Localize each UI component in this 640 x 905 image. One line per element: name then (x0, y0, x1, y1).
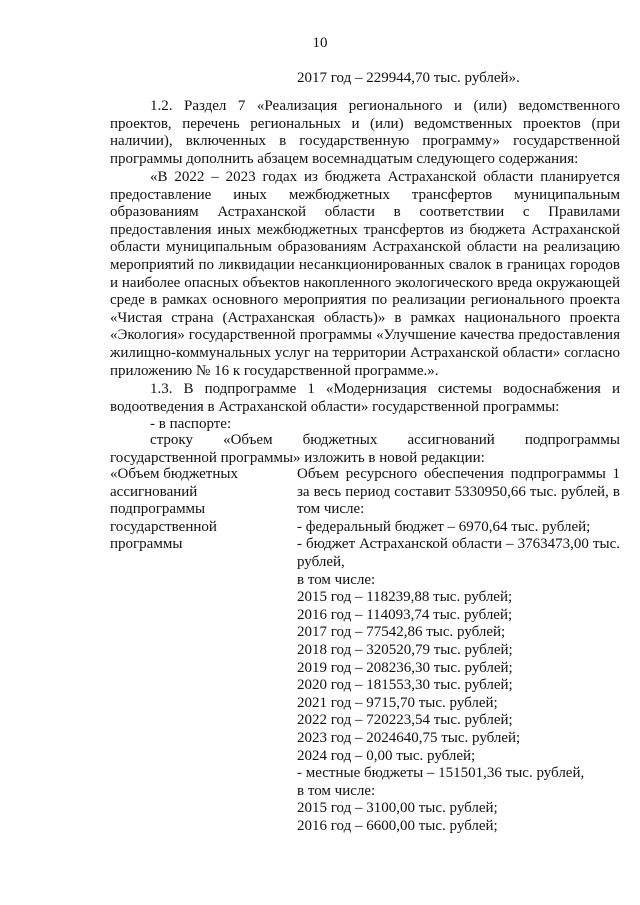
regional-year-row: 2021 год – 9715,70 тыс. рублей; (297, 694, 498, 711)
regional-year-row: 2019 год – 208236,30 тыс. рублей; (297, 659, 513, 676)
including-label: в том числе: (297, 571, 376, 588)
top-line: 2017 год – 229944,70 тыс. рублей». (297, 70, 520, 86)
row-instruction-text: строку «Объем бюджетных ассигнований подпрограммы государственной программы» изложить в новой редакции: (110, 432, 620, 466)
table-right-content (297, 466, 620, 835)
local-year-row: 2016 год – 6600,00 тыс. рублей; (297, 817, 498, 834)
regional-year-row: 2022 год – 720223,54 тыс. рублей; (297, 712, 513, 729)
regional-year-row: 2020 год – 181553,30 тыс. рублей; (297, 677, 513, 694)
section-1-2 (110, 98, 620, 168)
quote-paragraph-text: «В 2022 – 2023 годах из бюджета Астраханской области планируется предоставление иных межбюджетных трансфертов муниципальным образованиям Астраханской области в соответствии с Правилами предоставления иных межбюджетных трансфертов из бюджета Астраханской области муниципальным образованиям Астраханской области на реализацию мероприятий по ликвидации несанкционированных свалок в границах городов и наиболее опасных объектов накопленного экологического вреда окружающей среде в рамках основного мероприятия по реализации регионального проекта «Чистая страна (Астраханская область)» в рамках национального проекта «Экология» государственной программы «Улучшение качества предоставления жилищно-коммунальных услуг на территории Астраханской области» согласно приложению № 16 к государственной программе.». (110, 169, 620, 379)
page-number: 10 (312, 35, 328, 51)
funding-intro: Объем ресурсного обеспечения подпрограммы 1 за весь период составит 5330950,66 тыс. рублей, в том числе: (297, 466, 620, 518)
section-1-3 (110, 381, 620, 416)
regional-year-row: 2016 год – 114093,74 тыс. рублей; (297, 606, 513, 623)
section-1-2-text: 1.2. Раздел 7 «Реализация регионального и (или) ведомственного проектов, перечень региональных и (или) ведомственных проектов (при наличии), включенных в государственную программу» государственной программы дополнить абзацем восемнадцатым следующего содержания: (110, 98, 620, 167)
including-label: в том числе: (297, 782, 376, 799)
in-passport-text: - в паспорте: (150, 416, 232, 432)
regional-year-row: 2017 год – 77542,86 тыс. рублей; (297, 624, 506, 641)
local-budget: - местные бюджеты – 151501,36 тыс. рублей, (297, 765, 585, 782)
regional-year-row: 2024 год – 0,00 тыс. рублей; (297, 747, 476, 764)
section-1-3-text: 1.3. В подпрограмме 1 «Модернизация системы водоснабжения и водоотведения в Астраханской области» государственной программы: (110, 381, 620, 415)
regional-year-row: 2023 год – 2024640,75 тыс. рублей; (297, 729, 521, 746)
regional-year-row: 2015 год – 118239,88 тыс. рублей; (297, 589, 513, 606)
table-left-label: «Объем бюджетных ассигнований подпрограммы государственной программы (110, 466, 238, 553)
regional-budget: - бюджет Астраханской области – 3763473,00 тыс. рублей, (297, 536, 620, 570)
row-instruction (110, 432, 620, 467)
in-passport (110, 416, 620, 434)
regional-year-row: 2018 год – 320520,79 тыс. рублей; (297, 641, 513, 658)
quote-paragraph (110, 169, 620, 380)
local-year-row: 2015 год – 3100,00 тыс. рублей; (297, 800, 498, 817)
federal-budget: - федеральный бюджет – 6970,64 тыс. рублей; (297, 518, 591, 535)
